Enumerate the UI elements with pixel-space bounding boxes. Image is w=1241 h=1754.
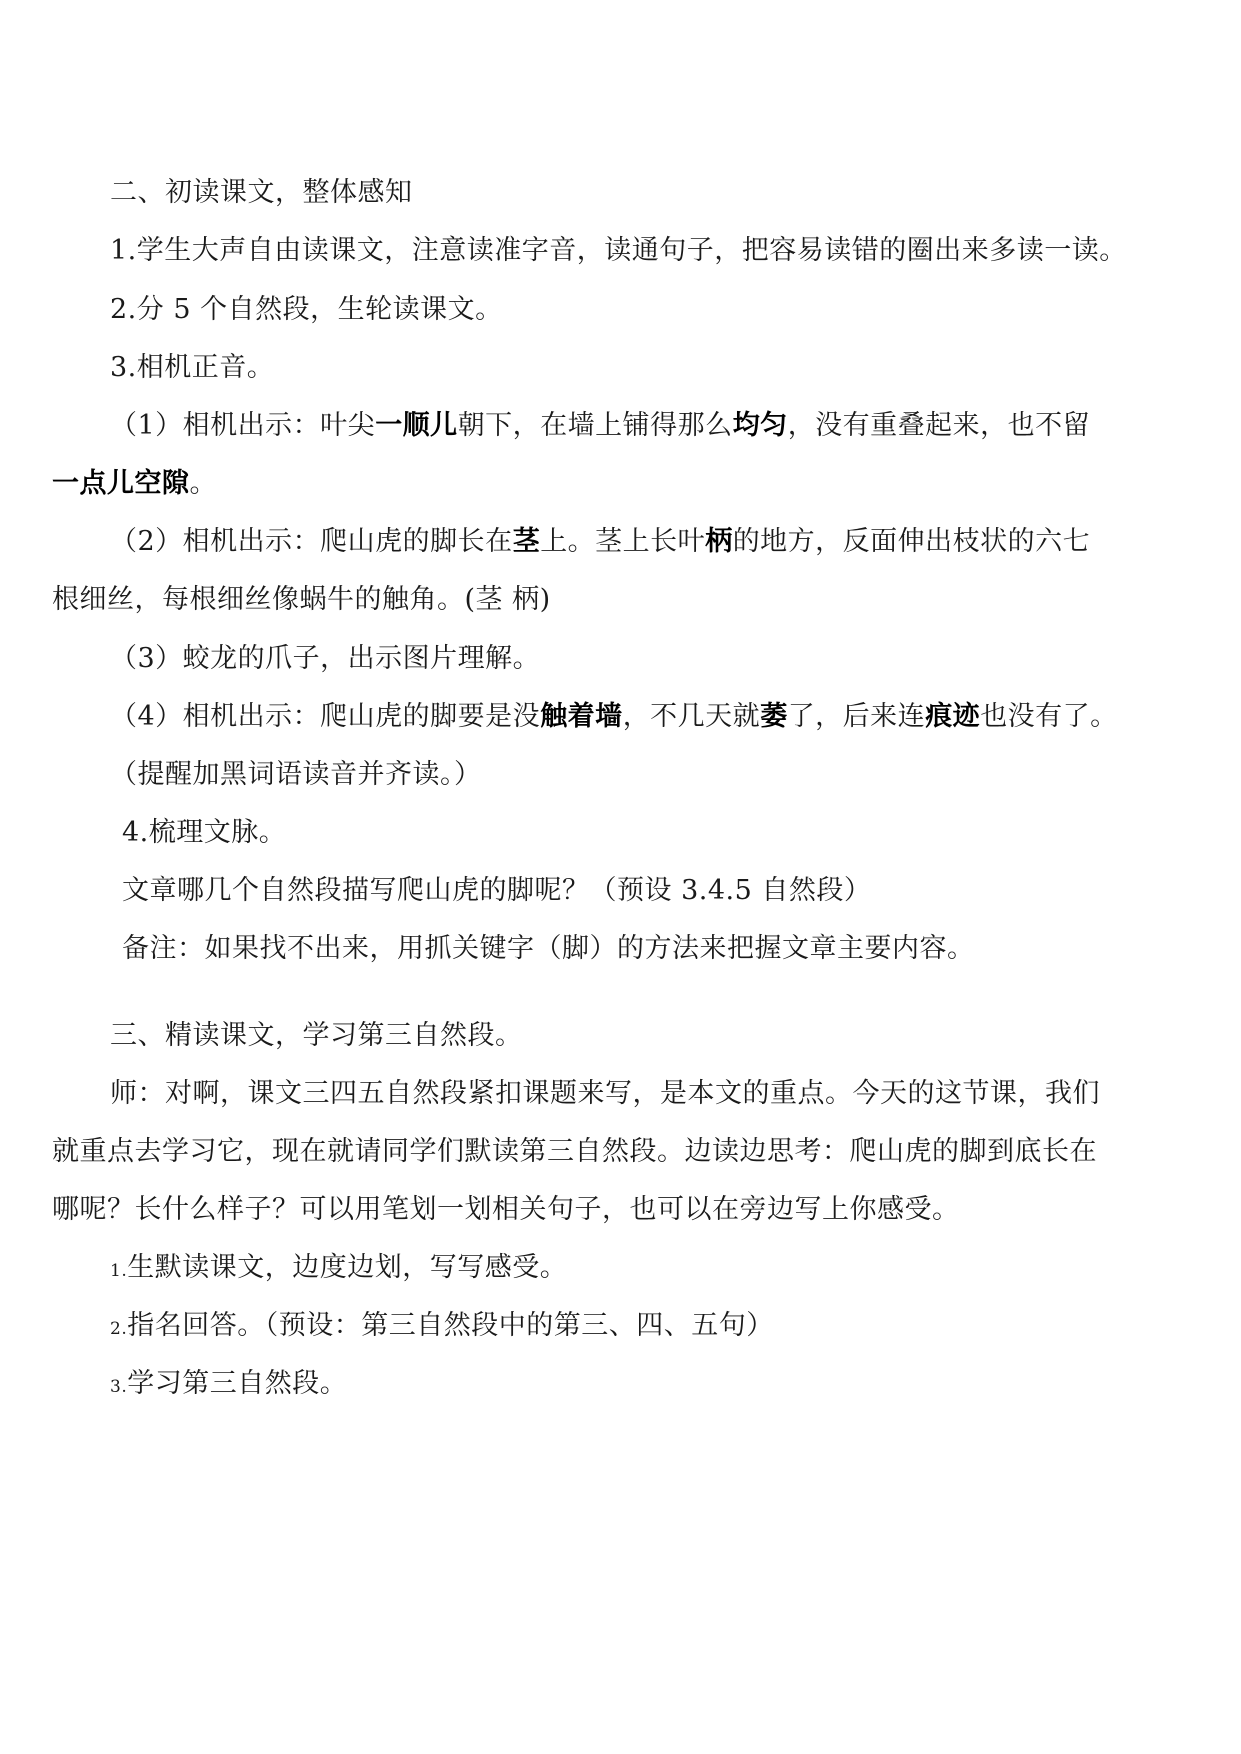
item-1-text: （1）相机出示：叶尖 [110, 410, 376, 441]
sub-step-1 [110, 1248, 567, 1291]
sub-step-number: 1. [110, 1261, 128, 1281]
item-2-text: 上。茎上长叶 [540, 526, 706, 557]
item-4-text: 也没有了。 [980, 701, 1118, 732]
item-4-text: （4）相机出示：爬山虎的脚要是没 [110, 701, 541, 732]
teacher-line-3: 哪呢？长什么样子？可以用笔划一划相关句子，也可以在旁边写上你感受。 [52, 1194, 960, 1225]
section2-heading: 二、初读课文，整体感知 [110, 177, 413, 208]
item-1-text: 。 [189, 468, 217, 499]
step-3: 3.相机正音。 [110, 352, 275, 383]
item-2-line-1 [110, 522, 1090, 562]
remark: 备注：如果找不出来，用抓关键字（脚）的方法来把握文章主要内容。 [122, 933, 975, 964]
section3-heading: 三、精读课文，学习第三自然段。 [110, 1020, 523, 1051]
item-2-text: （2）相机出示：爬山虎的脚长在 [110, 526, 513, 557]
step-2: 2.分 5 个自然段，生轮读课文。 [110, 294, 503, 325]
item-2-text: 的地方，反面伸出枝状的六七 [732, 526, 1091, 557]
bold-word: 均匀 [732, 410, 788, 441]
sub-step-number: 3. [110, 1377, 128, 1397]
teacher-line-2: 就重点去学习它，现在就请同学们默读第三自然段。边读边思考：爬山虎的脚到底长在 [52, 1136, 1097, 1167]
bold-word: 触着墙 [540, 701, 623, 732]
bold-word: 茎 [512, 526, 541, 557]
bold-word: 柄 [705, 526, 733, 557]
bold-word: 一点儿空隙 [52, 468, 190, 499]
item-2-line-2: 根细丝，每根细丝像蜗牛的触角。(茎 柄) [52, 584, 551, 615]
sub-step-2 [110, 1306, 774, 1349]
item-4-text: 了，后来连 [787, 701, 926, 732]
item-4-text: ，不几天就 [622, 701, 761, 732]
item-1-text: 朝下，在墙上铺得那么 [457, 410, 733, 441]
item-3: （3）蛟龙的爪子，出示图片理解。 [110, 643, 541, 674]
read-note: （提醒加黑词语读音并齐读。） [110, 759, 482, 790]
bold-word: 萎 [760, 701, 788, 732]
item-1-line-1 [110, 406, 1090, 446]
sub-step-text: 指名回答。（预设：第三自然段中的第三、四、五句） [127, 1310, 774, 1341]
item-1-text: ，没有重叠起来，也不留 [787, 410, 1091, 441]
bold-word: 一顺儿 [375, 410, 458, 441]
step-4: 4.梳理文脉。 [122, 817, 287, 848]
teacher-line-1: 师：对啊，课文三四五自然段紧扣课题来写，是本文的重点。今天的这节课，我们 [110, 1078, 1100, 1109]
sub-step-number: 2. [110, 1319, 128, 1339]
sub-step-3 [110, 1364, 347, 1407]
bold-word: 痕迹 [925, 701, 981, 732]
item-1-line-2 [52, 464, 217, 504]
step-1: 1.学生大声自由读课文，注意读准字音，读通句子，把容易读错的圈出来多读一读。 [110, 235, 1127, 266]
sub-step-text: 学习第三自然段。 [127, 1368, 348, 1399]
item-4 [110, 697, 1118, 737]
question: 文章哪几个自然段描写爬山虎的脚呢？（预设 3.4.5 自然段） [122, 875, 872, 906]
sub-step-text: 生默读课文，边度边划，写写感受。 [127, 1252, 568, 1283]
